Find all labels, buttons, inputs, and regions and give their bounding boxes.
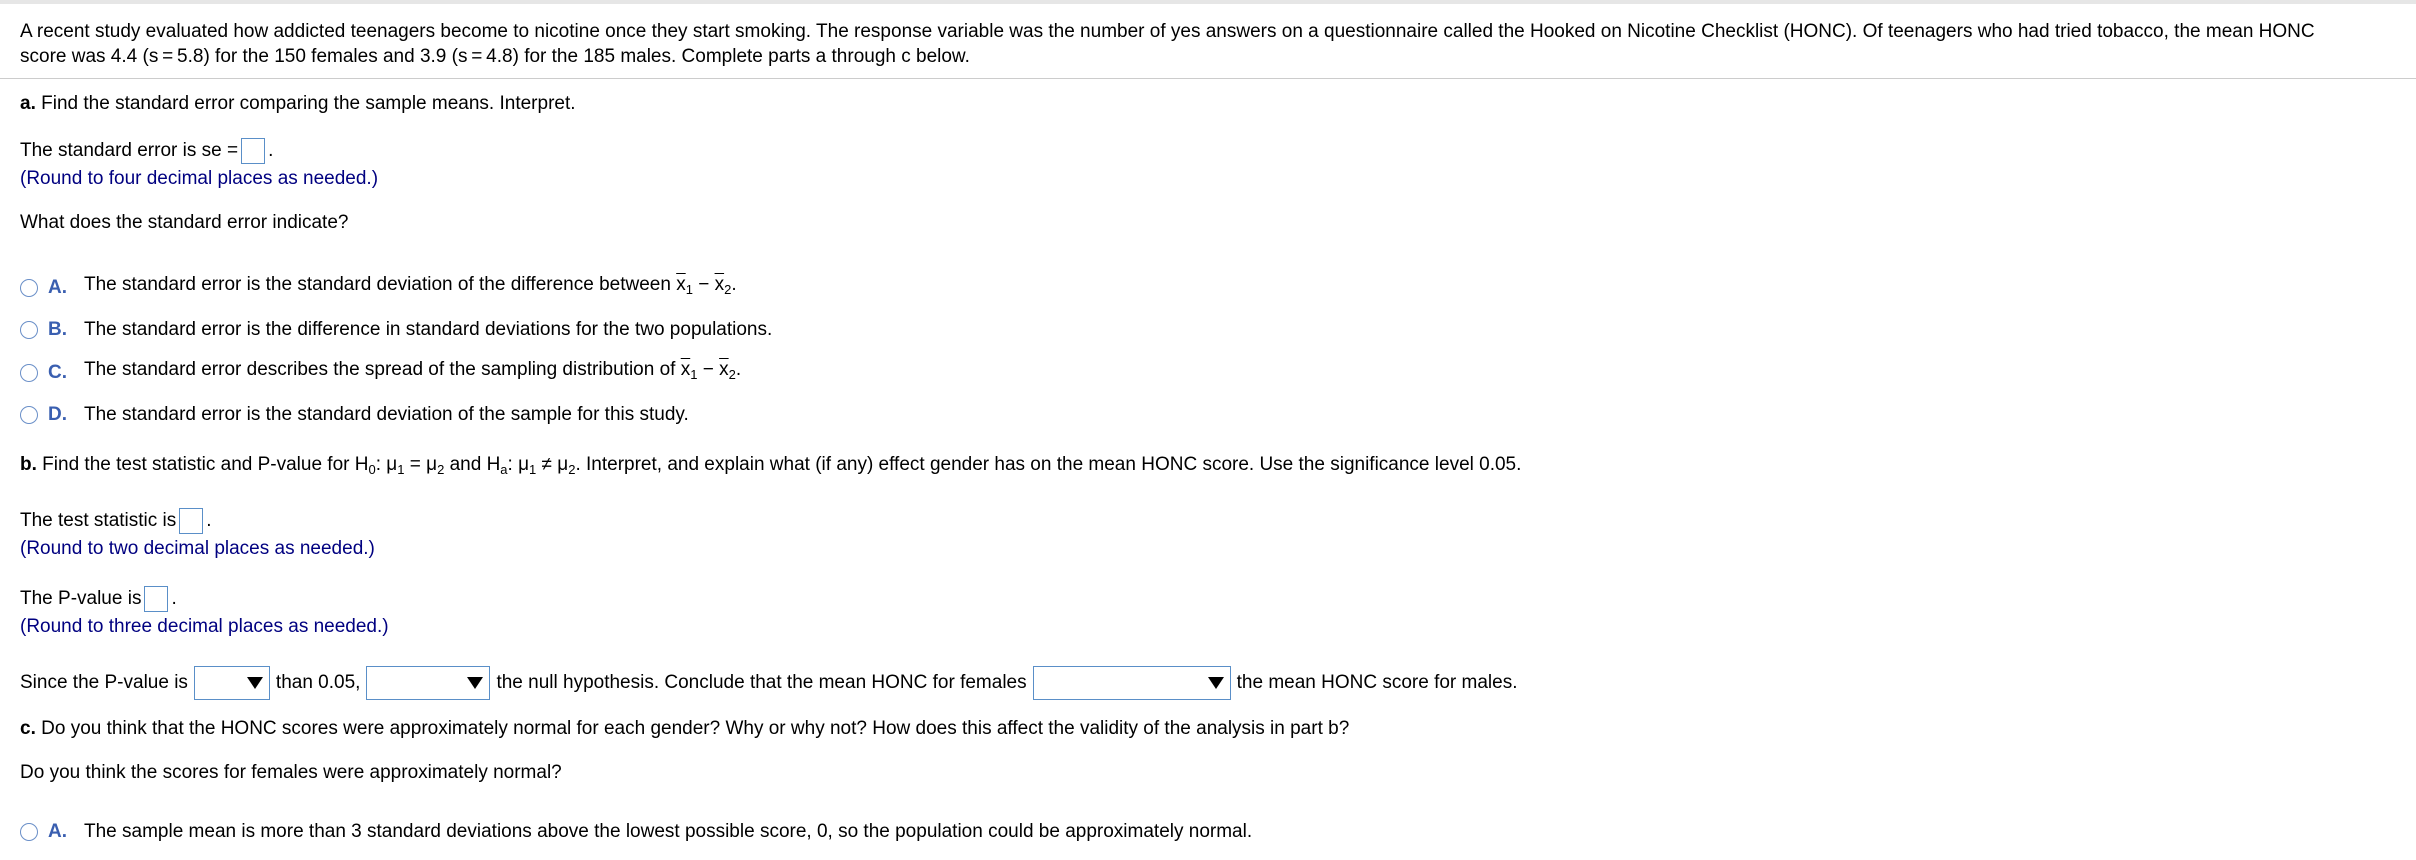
part-a-question xyxy=(20,92,576,116)
pvalue-row: The P-value is . xyxy=(20,586,177,612)
se-input[interactable] xyxy=(241,138,265,164)
option-c-row[interactable] xyxy=(20,358,741,387)
pvalue-prefix: The P-value is xyxy=(20,588,142,610)
comparison-dropdown[interactable] xyxy=(194,666,270,700)
intro-line-1: A recent study evaluated how addicted teenagers become to nicotine once they start smoking. The response variable was the number of yes answers on a questionnaire called the Hooked on Nicotine Checklist (HONC). Of teenagers who had tried tobacco, the mean HONC xyxy=(20,21,2315,42)
intro-line-2: score was 4.4 (s = 5.8) for the 150 females and 3.9 (s = 4.8) for the 185 males. Complete parts a through c below. xyxy=(20,46,970,67)
part-a-text: Find the standard error comparing the sample means. Interpret. xyxy=(41,93,576,114)
option-c-letter: C. xyxy=(48,361,67,383)
option-b-radio[interactable] xyxy=(20,321,38,339)
c-option-a-radio[interactable] xyxy=(20,823,38,841)
test-stat-input[interactable] xyxy=(179,508,203,534)
option-d-radio[interactable] xyxy=(20,406,38,424)
se-round-hint: (Round to four decimal places as needed.) xyxy=(20,168,379,189)
part-c-label: c. xyxy=(20,718,36,739)
option-d-text: The standard error is the standard deviation of the sample for this study. xyxy=(84,404,689,425)
pvalue-hint: (Round to three decimal places as needed.) xyxy=(20,616,389,637)
option-a-letter: A. xyxy=(48,276,67,298)
se-answer-row xyxy=(20,138,273,164)
se-prefix: The standard error is se = xyxy=(20,140,239,162)
chevron-down-icon xyxy=(247,677,263,689)
pvalue-input[interactable] xyxy=(144,586,168,612)
c-option-a-text: The sample mean is more than 3 standard deviations above the lowest possible score, 0, so the population could be approximately normal. xyxy=(84,821,1253,842)
conclusion-row: Since the P-value is than 0.05, the null hypothesis. Conclude that the mean HONC for females the mean HONC score for males. xyxy=(20,666,1518,700)
option-a-radio[interactable] xyxy=(20,279,38,297)
se-suffix: . xyxy=(268,140,274,162)
option-c-radio[interactable] xyxy=(20,364,38,382)
part-a-label: a. xyxy=(20,93,36,114)
c-option-a-row[interactable] xyxy=(20,820,1252,844)
option-a-row[interactable] xyxy=(20,273,737,302)
part-b-label: b. xyxy=(20,454,37,475)
option-b-letter: B. xyxy=(48,319,67,340)
option-a-text: The standard error is the standard deviation of the difference between $\overline{x}_1 - \overline{x}_2$. xyxy=(84,274,737,297)
part-b-question: b. Find the test statistic and P-value for $H_0$: $\mu_1 = \mu_2$ and $H_a$: $\mu_1 \ne \mu_2$. Interpret, and explain what (if any) effect gender has on the mean HONC score. Use the significance level 0.05. xyxy=(20,454,1522,477)
chevron-down-icon xyxy=(1208,677,1224,689)
option-c-text: The standard error describes the spread of the sampling distribution of $\overline{x}_1 - \overline{x}_2$. xyxy=(84,359,742,382)
relation-dropdown[interactable] xyxy=(1033,666,1231,700)
females-question: Do you think the scores for females were approximately normal? xyxy=(20,762,562,783)
option-b-row[interactable] xyxy=(20,318,772,342)
indicate-question: What does the standard error indicate? xyxy=(20,212,349,233)
test-stat-prefix: The test statistic is xyxy=(20,510,177,532)
chevron-down-icon xyxy=(467,677,483,689)
top-border xyxy=(0,0,2416,4)
c-option-a-letter: A. xyxy=(48,821,67,842)
option-d-letter: D. xyxy=(48,404,67,425)
test-stat-hint: (Round to two decimal places as needed.) xyxy=(20,538,375,559)
option-b-text: The standard error is the difference in standard deviations for the two populations. xyxy=(84,319,773,340)
test-stat-row: The test statistic is . xyxy=(20,508,212,534)
option-d-row[interactable] xyxy=(20,403,689,427)
decision-dropdown[interactable] xyxy=(366,666,490,700)
part-c-question: c. Do you think that the HONC scores were approximately normal for each gender? Why or why not? How does this affect the validity of the analysis in part b? xyxy=(20,718,1350,739)
divider xyxy=(0,78,2416,79)
